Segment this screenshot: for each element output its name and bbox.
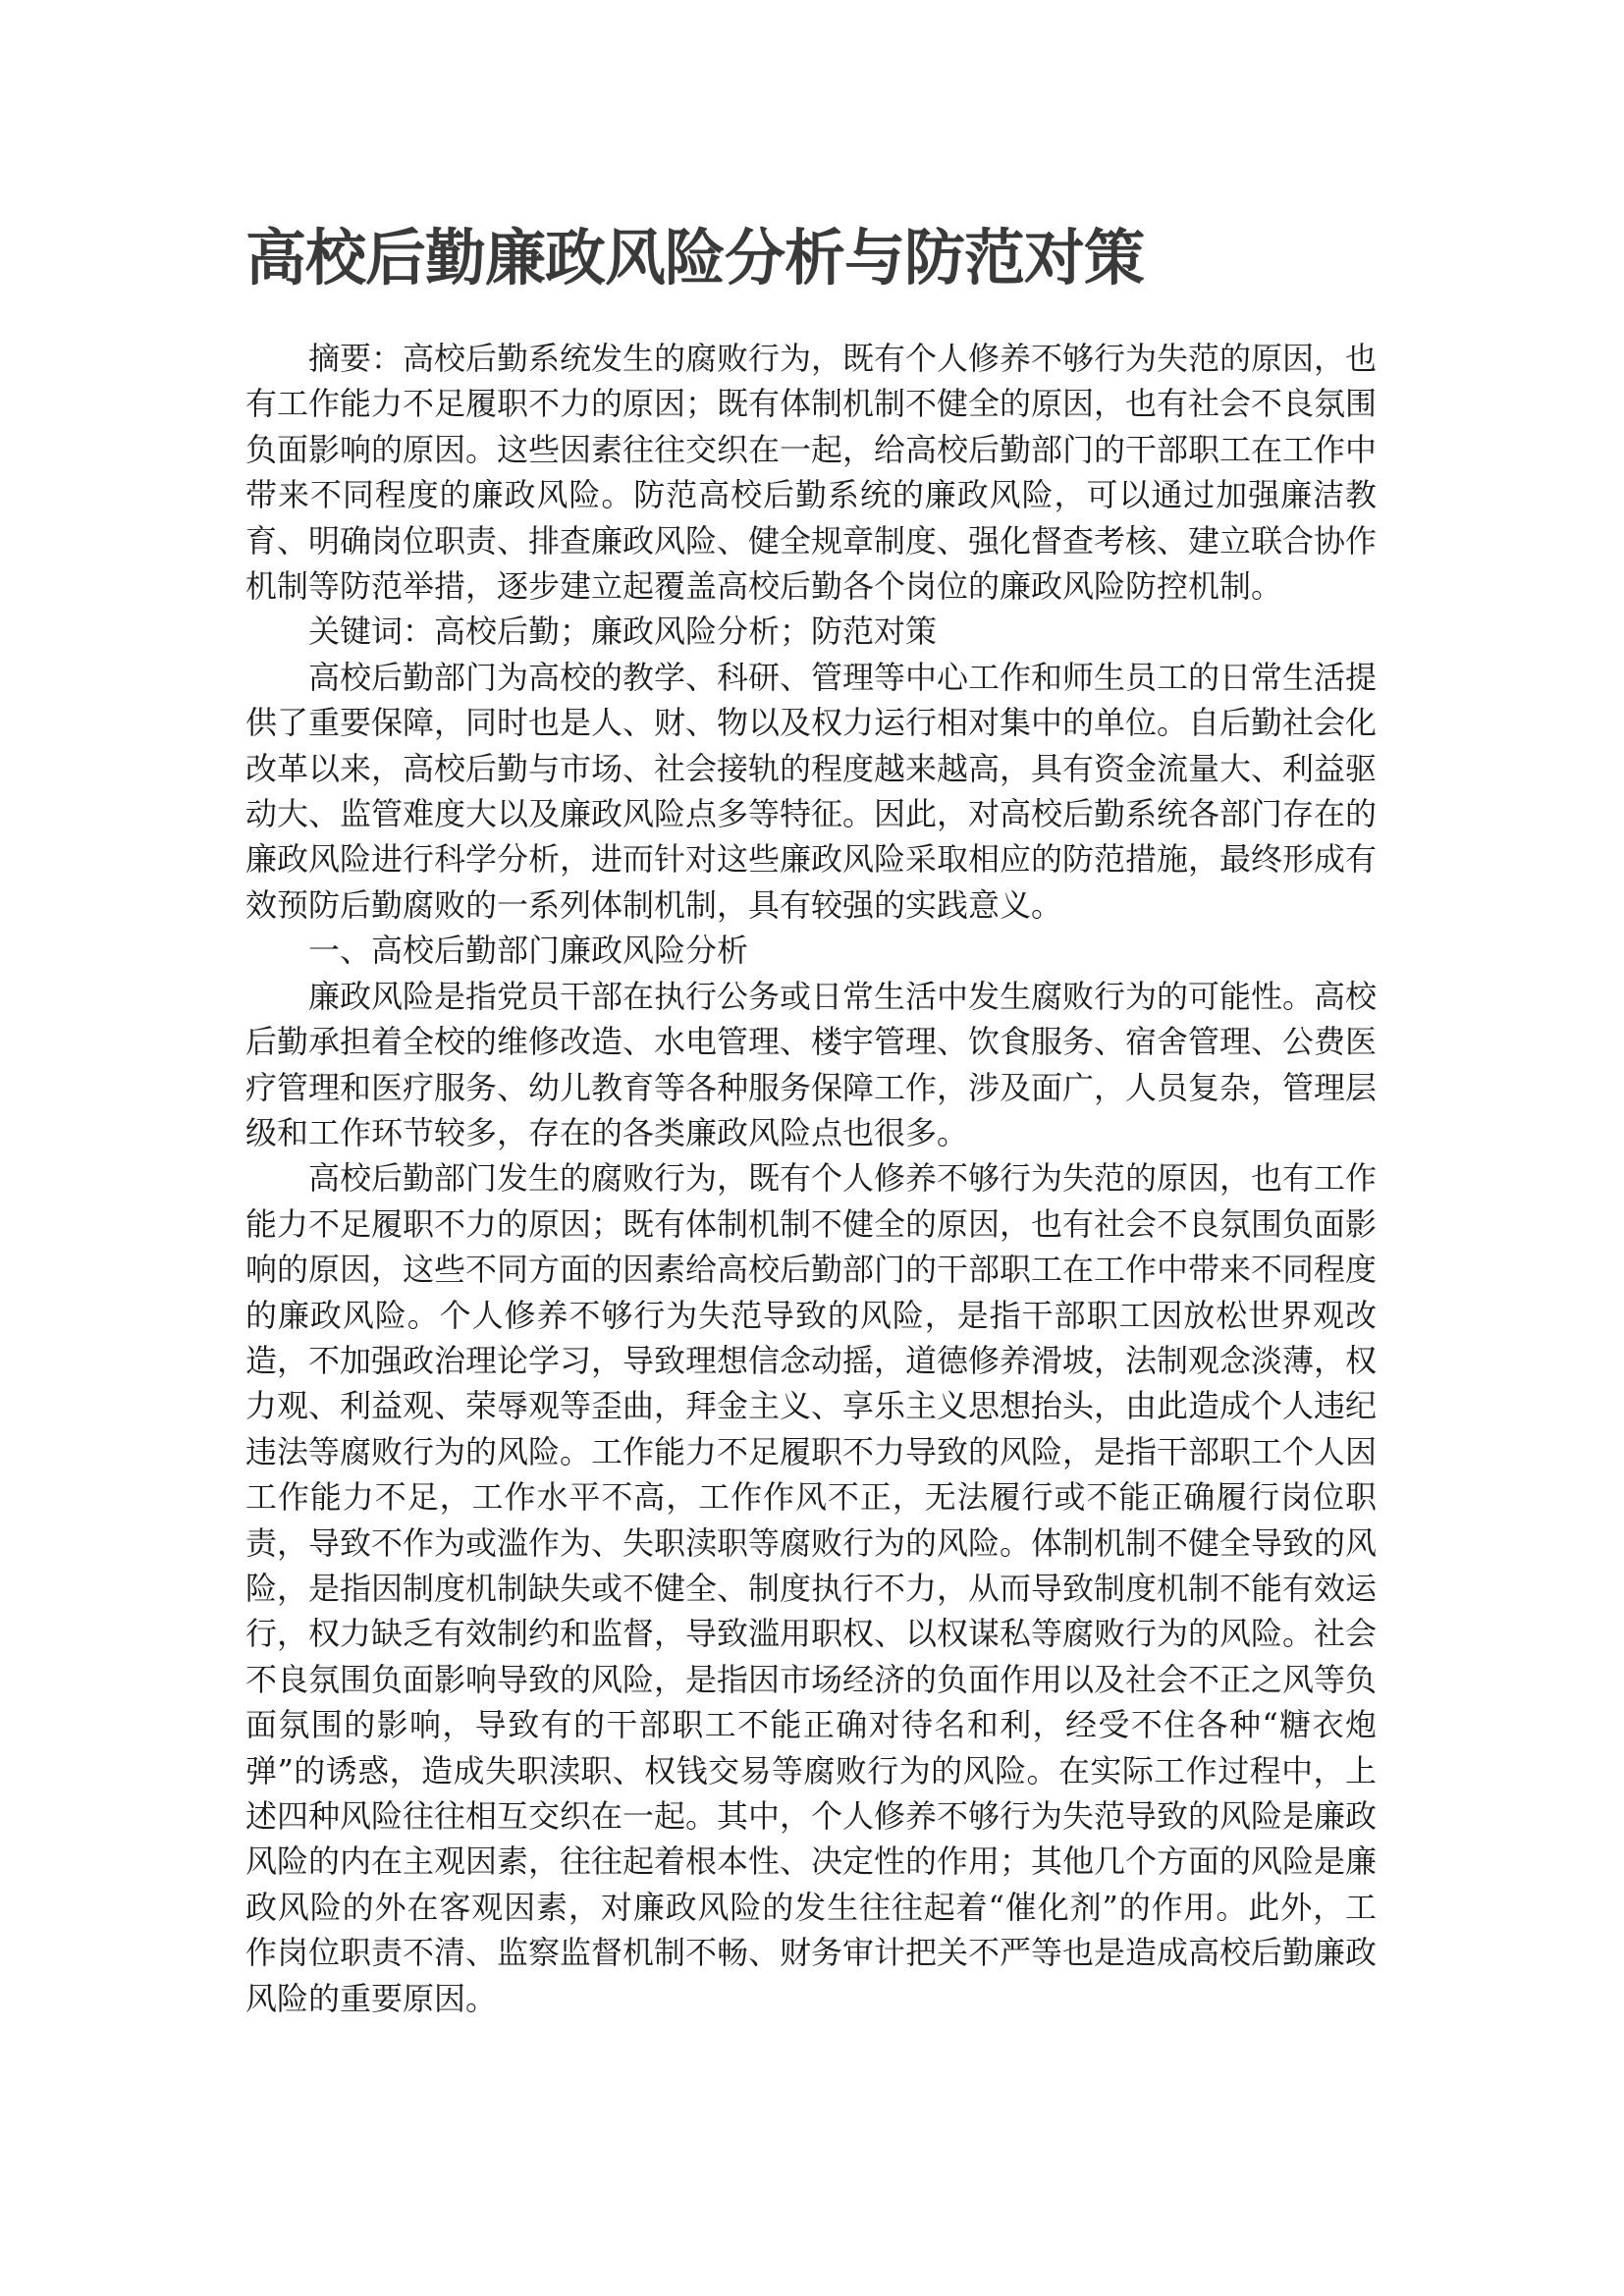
section-heading: 一、高校后勤部门廉政风险分析 — [308, 932, 749, 970]
keywords-paragraph: 关键词：高校后勤；廉政风险分析；防范对策 — [308, 613, 938, 651]
intro-paragraph: 高校后勤部门为高校的教学、科研、管理等中心工作和师生员工的日常生活提供了重要保障，同时也是人、财、物以及权力运行相对集中的单位。自后勤社会化改革以来，高校后勤与市场、社会接轨的程度越来越高，具有资金流量大、利益驱动大、监管难度大以及廉政风险点多等特征。因此，对高校后勤系统各部门存在的廉政风险进行科学分析，进而针对这些廉政风险采取相应的防范措施，最终形成有效预防后勤腐败的一系列体制机制，具有较强的实践意义。 — [245, 658, 1378, 924]
section-paragraph: 高校后勤部门发生的腐败行为，既有个人修养不够行为失范的原因，也有工作能力不足履职不力的原因；既有体制机制不健全的原因，也有社会不良氛围负面影响的原因，这些不同方面的因素给高校后勤部门的干部职工在工作中带来不同程度的廉政风险。个人修养不够行为失范导致的风险，是指干部职工因放松世界观改造，不加强政治理论学习，导致理想信念动摇，道德修养滑坡，法制观念淡薄，权力观、利益观、荣辱观等歪曲，拜金主义、享乐主义思想抬头，由此造成个人违纪违法等腐败行为的风险。工作能力不足履职不力导致的风险，是指干部职工个人因工作能力不足，工作水平不高，工作作风不正，无法履行或不能正确履行岗位职责，导致不作为或滥作为、失职渎职等腐败行为的风险。体制机制不健全导致的风险，是指因制度机制缺失或不健全、制度执行不力，从而导致制度机制不能有效运行，权力缺乏有效制约和监督，导致滥用职权、以权谋私等腐败行为的风险。社会不良氛围负面影响导致的风险，是指因市场经济的负面作用以及社会不正之风等负面氛围的影响，导致有的干部职工不能正确对待名和利，经受不住各种“糖衣炮弹”的诱惑，造成失职渎职、权钱交易等腐败行为的风险。在实际工作过程中，上述四种风险往往相互交织在一起。其中，个人修养不够行为失范导致的风险是廉政风险的内在主观因素，往往起着根本性、决定性的作用；其他几个方面的风险是廉政风险的外在客观因素，对廉政风险的发生往往起着“催化剂”的作用。此外，工作岗位职责不清、监察监督机制不畅、财务审计把关不严等也是造成高校后勤廉政风险的重要原因。 — [245, 1159, 1378, 2017]
document-title: 高校后勤廉政风险分析与防范对策 — [245, 222, 1145, 294]
document-body — [245, 336, 1377, 2021]
abstract-paragraph: 摘要：高校后勤系统发生的腐败行为，既有个人修养不够行为失范的原因，也有工作能力不足履职不力的原因；既有体制机制不健全的原因，也有社会不良氛围负面影响的原因。这些因素往往交织在一起，给高校后勤部门的干部职工在工作中带来不同程度的廉政风险。防范高校后勤系统的廉政风险，可以通过加强廉洁教育、明确岗位职责、排查廉政风险、健全规章制度、强化督查考核、建立联合协作机制等防范举措，逐步建立起覆盖高校后勤各个岗位的廉政风险防控机制。 — [245, 340, 1378, 606]
section-paragraph: 廉政风险是指党员干部在执行公务或日常生活中发生腐败行为的可能性。高校后勤承担着全校的维修改造、水电管理、楼宇管理、饮食服务、宿舍管理、公费医疗管理和医疗服务、幼儿教育等各种服务保障工作，涉及面广，人员复杂，管理层级和工作环节较多，存在的各类廉政风险点也很多。 — [245, 977, 1378, 1151]
